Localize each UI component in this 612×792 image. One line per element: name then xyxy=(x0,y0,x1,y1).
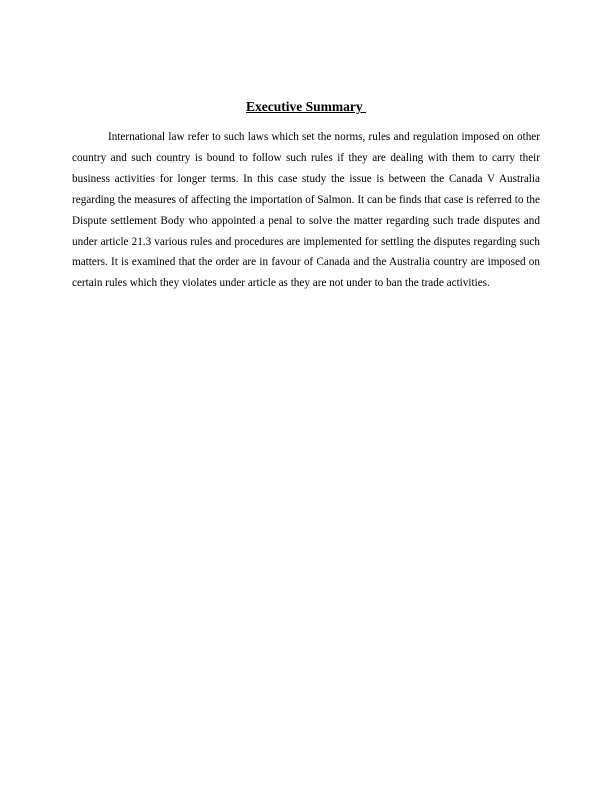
section-heading-text: Executive Summary xyxy=(246,99,366,114)
section-heading xyxy=(0,98,612,116)
summary-paragraph: International law refer to such laws which set the norms, rules and regulation imposed on other country and such country is bound to follow such rules if they are dealing with them to carry their business activities for longer terms. In this case study the issue is between the Canada V Australia regarding the measures of affecting the importation of Salmon. It can be finds that case is referred to the Dispute settlement Body who appointed a penal to solve the matter regarding such trade disputes and under article 21.3 various rules and procedures are implemented for settling the disputes regarding such matters. It is examined that the order are in favour of Canada and the Australia country are imposed on certain rules which they violates under article as they are not under to ban the trade activities. xyxy=(72,131,540,290)
